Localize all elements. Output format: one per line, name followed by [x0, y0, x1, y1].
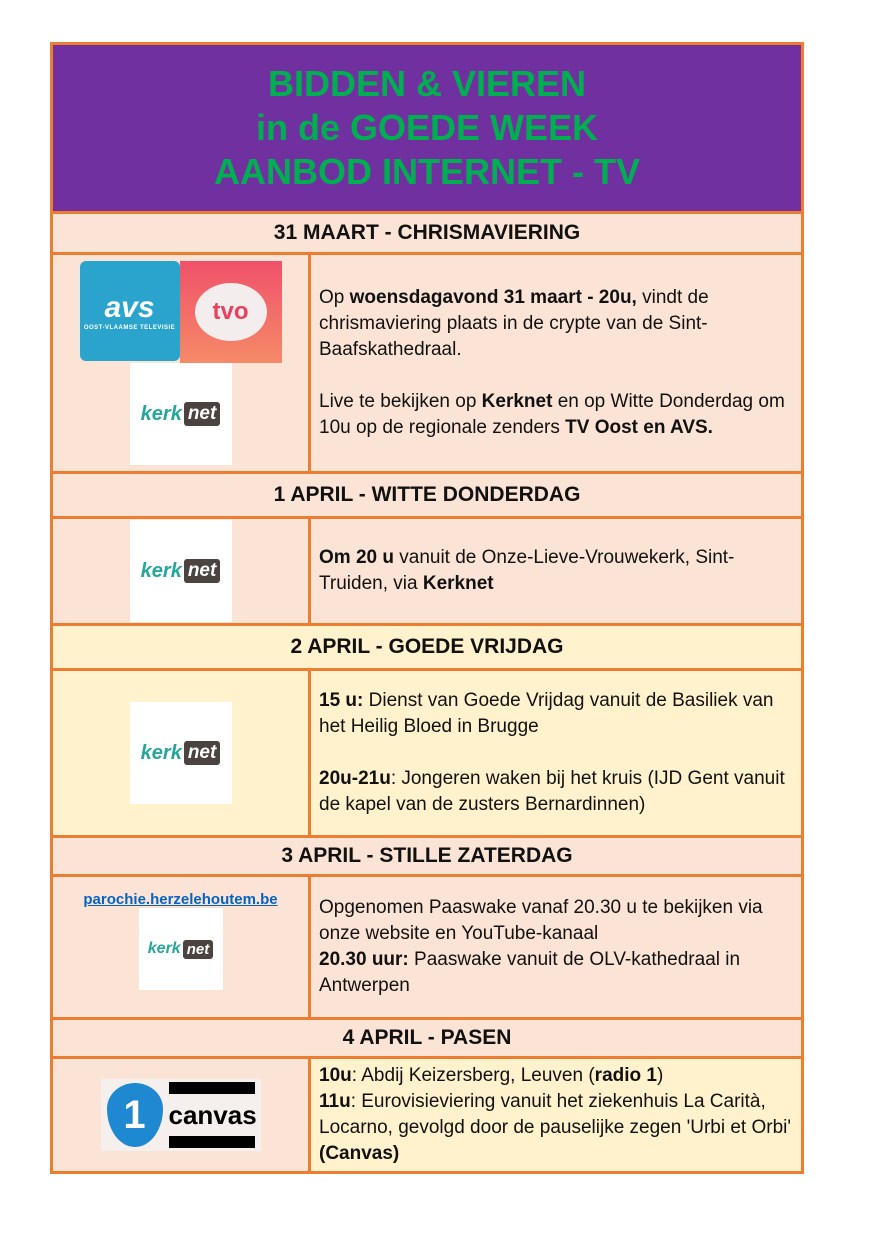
logo-cell — [53, 877, 311, 1017]
kerknet-logo-icon: kerk net — [130, 520, 232, 622]
kerknet-logo-icon: kerk net — [130, 702, 232, 804]
description-cell — [311, 877, 801, 1017]
description-cell — [311, 255, 801, 471]
kerknet-logo-icon: kerk net — [139, 908, 223, 990]
tv-logos — [80, 261, 282, 363]
day-header-4-april: 4 APRIL - PASEN — [53, 1020, 801, 1059]
day-row-4-april — [53, 1059, 801, 1171]
description-cell — [311, 671, 801, 835]
day-row-3-april — [53, 877, 801, 1020]
logo-cell — [53, 519, 311, 623]
logo-cell — [53, 1059, 311, 1171]
day-header-31-maart: 31 MAART - CHRISMAVIERING — [53, 214, 801, 255]
day-row-2-april — [53, 671, 801, 838]
description-paragraph: 10u: Abdij Keizersberg, Leuven (radio 1) — [319, 1065, 664, 1086]
description-cell — [311, 1059, 801, 1171]
logo-cell — [53, 255, 311, 471]
radio1-logo-icon: 1 — [107, 1083, 163, 1147]
description-paragraph: Live te bekijken op Kerknet en op Witte Donderdag om 10u op de regionale zenders TV Oost en AVS. — [319, 391, 785, 438]
title-line-2: in de GOEDE WEEK — [255, 107, 599, 148]
avs-logo-icon: avs OOST-VLAAMSE TELEVISIE — [80, 261, 180, 361]
description-paragraph: 20.30 uur: Paaswake vanuit de OLV-kathedraal in Antwerpen — [319, 949, 741, 996]
title-line-3: AANBOD INTERNET - TV — [214, 151, 640, 192]
description-cell — [311, 519, 801, 623]
kerknet-logo-icon: kerk net — [130, 363, 232, 465]
description-paragraph: Op woensdagavond 31 maart - 20u, vindt de chrismaviering plaats in de crypte van de Sint-Baafskathedraal. — [319, 287, 709, 360]
day-row-1-april — [53, 519, 801, 626]
canvas-logo-icon: canvas — [169, 1082, 255, 1148]
parish-website-link[interactable]: parochie.herzelehoutem.be — [83, 891, 278, 908]
title-banner — [53, 45, 801, 214]
description-paragraph: 11u: Eurovisieviering vanuit het ziekenhuis La Carità, Locarno, gevolgd door de pauselijke zegen 'Urbi et Orbi' (Canvas) — [319, 1091, 791, 1164]
schedule-table — [50, 42, 804, 1174]
description-paragraph: Om 20 u vanuit de Onze-Lieve-Vrouwekerk, Sint-Truiden, via Kerknet — [319, 547, 735, 594]
day-header-1-april: 1 APRIL - WITTE DONDERDAG — [53, 474, 801, 519]
description-paragraph: 20u-21u: Jongeren waken bij het kruis (IJD Gent vanuit de kapel van de zusters Bernardinnen) — [319, 768, 785, 815]
day-header-2-april: 2 APRIL - GOEDE VRIJDAG — [53, 626, 801, 671]
broadcaster-logos — [101, 1079, 261, 1151]
tvo-logo-icon: tvo — [180, 261, 282, 363]
description-paragraph: 15 u: Dienst van Goede Vrijdag vanuit de Basiliek van het Heilig Bloed in Brugge — [319, 690, 774, 737]
day-header-3-april: 3 APRIL - STILLE ZATERDAG — [53, 838, 801, 877]
description-paragraph: Opgenomen Paaswake vanaf 20.30 u te bekijken via onze website en YouTube-kanaal — [319, 897, 763, 944]
title-line-1: BIDDEN & VIEREN — [267, 63, 587, 104]
day-row-31-maart — [53, 255, 801, 474]
logo-cell — [53, 671, 311, 835]
